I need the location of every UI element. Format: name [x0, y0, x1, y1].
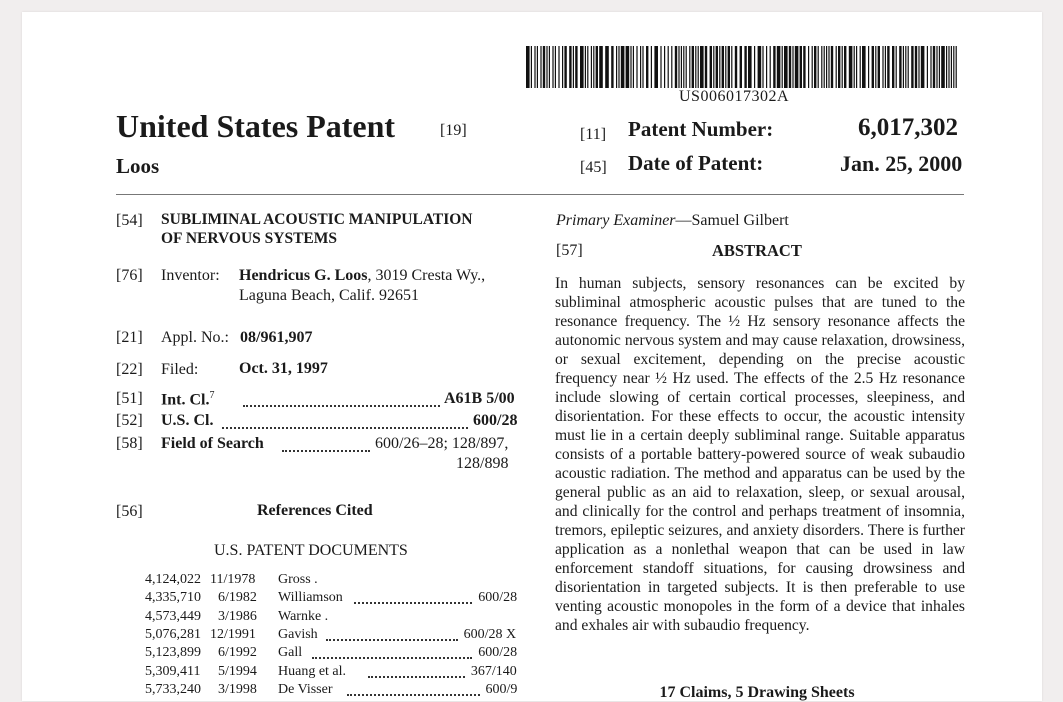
barcode-bar: [795, 46, 799, 88]
barcode-bar: [930, 46, 931, 88]
barcode-bar: [716, 46, 718, 88]
barcode-bar: [562, 46, 563, 88]
intcl-label: [161, 390, 214, 409]
barcode-bar: [671, 46, 672, 88]
refs-heading: References Cited: [257, 502, 373, 519]
barcode-bar: [821, 46, 822, 88]
claims-line: 17 Claims, 5 Drawing Sheets: [659, 684, 855, 701]
barcode-bar: [555, 46, 556, 88]
reference-number: 5,309,411: [145, 663, 201, 679]
filed-label: Filed:: [161, 361, 199, 378]
barcode-bar: [953, 46, 954, 88]
reference-number: 5,123,899: [145, 645, 201, 661]
intcl-leader: [243, 393, 440, 407]
inventor-line1: [239, 267, 485, 285]
barcode-bar: [844, 46, 846, 88]
barcode-bar: [689, 46, 690, 88]
barcode-bar: [872, 46, 874, 88]
barcode-bar: [868, 46, 869, 88]
barcode-bar: [719, 46, 720, 88]
barcode-bar: [599, 46, 603, 88]
barcode-bar: [831, 46, 833, 88]
barcode-bar: [549, 46, 550, 88]
barcode-bar: [675, 46, 677, 88]
barcode-bar: [770, 46, 771, 88]
barcode-bar: [921, 46, 925, 88]
intcl-superscript: 7: [209, 390, 215, 401]
barcode-bar: [905, 46, 906, 88]
appl-value: 08/961,907: [240, 329, 313, 346]
barcode-bar: [668, 46, 669, 88]
barcode-bar: [842, 46, 843, 88]
reference-name: De Visser: [278, 681, 333, 697]
barcode-bar: [789, 46, 791, 88]
barcode-bar: [587, 46, 588, 88]
barcode-bar: [591, 46, 592, 88]
reference-number: 4,335,710: [145, 590, 201, 606]
abstract-heading: ABSTRACT: [712, 241, 802, 260]
barcode-bar: [762, 46, 763, 88]
reference-class: 600/28 X: [463, 626, 517, 642]
barcode-bar: [725, 46, 726, 88]
fos-leader: [282, 438, 370, 452]
reference-date: 11/1978: [210, 572, 256, 587]
reference-name: Gall: [278, 645, 303, 661]
reference-name: Warnke .: [278, 608, 329, 624]
barcode-bar: [526, 46, 530, 88]
reference-name: Gross .: [278, 572, 318, 587]
reference-name: Gavish: [278, 626, 318, 642]
reference-date: 6/1992: [218, 645, 257, 661]
barcode-bar: [838, 46, 840, 88]
barcode-bar: [927, 46, 928, 88]
reference-date: 3/1986: [218, 608, 257, 624]
reference-name: Huang et al.: [278, 663, 347, 679]
reference-name: Williamson: [278, 590, 343, 606]
barcode-bar: [654, 46, 658, 88]
barcode-bar: [887, 46, 889, 88]
barcode-bar: [862, 46, 866, 88]
barcode-bar: [808, 46, 809, 88]
barcode-bar: [748, 46, 752, 88]
barcode-bar: [792, 46, 793, 88]
barcode-bar: [646, 46, 648, 88]
barcode-bar: [826, 46, 827, 88]
barcode-bar: [818, 46, 819, 88]
barcode-bar: [611, 46, 613, 88]
uscl-label: U.S. Cl.: [161, 412, 214, 429]
barcode-bar: [896, 46, 897, 88]
barcode-bar: [948, 46, 949, 88]
reference-date: 6/1982: [218, 590, 257, 606]
reference-class: 600/9: [485, 681, 518, 697]
inventor-address-line2: Laguna Beach, Calif. 92651: [239, 287, 419, 304]
abstract-code: [57]: [556, 242, 583, 259]
filed-code: [22]: [116, 361, 143, 378]
inventor-address-line1: , 3019 Cresta Wy.,: [367, 267, 486, 284]
barcode-bar: [558, 46, 559, 88]
reference-number: 5,733,240: [145, 681, 201, 697]
examiner-line: [556, 212, 789, 230]
invention-title-line2: OF NERVOUS SYSTEMS: [161, 230, 337, 247]
barcode-bar: [537, 46, 538, 88]
reference-class: 600/28: [478, 590, 518, 606]
barcode-bar: [605, 46, 609, 88]
examiner-label: Primary Examiner: [556, 212, 676, 229]
appl-code: [21]: [116, 329, 143, 346]
title-code: [19]: [440, 122, 467, 139]
barcode-bar: [678, 46, 679, 88]
barcode-bar: [933, 46, 935, 88]
barcode-bar: [882, 46, 883, 88]
barcode-bar: [918, 46, 919, 88]
barcode-bar: [593, 46, 594, 88]
barcode-bar: [713, 46, 714, 88]
barcode-bar: [636, 46, 637, 88]
examiner-name: —Samuel Gilbert: [675, 212, 789, 229]
barcode-bar: [683, 46, 684, 88]
barcode: [526, 46, 958, 88]
inventor-name: Hendricus G. Loos: [239, 267, 368, 284]
barcode-bar: [698, 46, 699, 88]
barcode-bar: [892, 46, 894, 88]
patent-number-code: [11]: [580, 126, 607, 143]
barcode-bar: [860, 46, 861, 88]
date-label: Date of Patent:: [628, 151, 764, 175]
fos-value-line2: 128/898: [456, 455, 509, 472]
barcode-bar: [777, 46, 781, 88]
barcode-bar: [903, 46, 904, 88]
patent-page: [22, 12, 1042, 701]
barcode-bar: [710, 46, 712, 88]
inventor-label: Inventor:: [161, 267, 220, 284]
reference-class: 600/28: [478, 645, 518, 661]
barcode-bar: [575, 46, 577, 88]
date-code: [45]: [580, 159, 607, 176]
barcode-bar: [836, 46, 837, 88]
barcode-bar: [951, 46, 952, 88]
reference-date: 3/1998: [218, 681, 257, 697]
us-docs-heading: U.S. PATENT DOCUMENTS: [214, 542, 408, 559]
barcode-bar: [849, 46, 853, 88]
reference-number: 4,573,449: [145, 608, 201, 624]
barcode-bar: [695, 46, 696, 88]
barcode-bar: [728, 46, 730, 88]
barcode-bar: [660, 46, 661, 88]
intcl-value: A61B 5/00: [444, 390, 515, 407]
fos-code: [58]: [116, 435, 143, 452]
barcode-bar: [630, 46, 631, 88]
uscl-leader: [222, 415, 468, 429]
intcl-label-text: Int. Cl.: [161, 391, 210, 409]
appl-label: Appl. No.:: [161, 329, 229, 346]
barcode-bar: [573, 46, 574, 88]
barcode-bar: [782, 46, 783, 88]
inventor-surname: Loos: [116, 154, 160, 178]
fos-label: Field of Search: [161, 435, 264, 452]
barcode-bar: [596, 46, 598, 88]
barcode-bar: [814, 46, 816, 88]
barcode-bar: [758, 46, 762, 88]
refs-code: [56]: [116, 503, 143, 520]
barcode-bar: [911, 46, 913, 88]
barcode-bar: [722, 46, 724, 88]
barcode-bar: [915, 46, 917, 88]
barcode-bar: [705, 46, 707, 88]
barcode-bar: [633, 46, 634, 88]
reference-date: 12/1991: [210, 626, 256, 642]
barcode-bar: [885, 46, 886, 88]
barcode-bar: [552, 46, 553, 88]
barcode-bar: [878, 46, 880, 88]
barcode-number: US006017302A: [679, 88, 790, 105]
reference-leader: [368, 666, 465, 678]
barcode-bar: [621, 46, 625, 88]
header-divider: [116, 194, 964, 195]
barcode-bar: [540, 46, 541, 88]
inventor-code: [76]: [116, 267, 143, 284]
barcode-bar: [564, 46, 566, 88]
barcode-bar: [664, 46, 665, 88]
barcode-bar: [569, 46, 571, 88]
reference-class: 367/140: [470, 663, 517, 679]
barcode-bar: [692, 46, 694, 88]
reference-leader: [326, 629, 458, 641]
barcode-bar: [700, 46, 704, 88]
barcode-bar: [640, 46, 641, 88]
title-field-code: [54]: [116, 212, 143, 229]
reference-leader: [354, 592, 472, 604]
reference-leader: [347, 684, 480, 696]
barcode-bar: [773, 46, 775, 88]
barcode-bar: [651, 46, 652, 88]
barcode-bar: [824, 46, 825, 88]
patent-title: United States Patent: [116, 108, 396, 144]
filed-value: Oct. 31, 1997: [239, 360, 328, 377]
barcode-bar: [618, 46, 619, 88]
barcode-bar: [946, 46, 947, 88]
barcode-bar: [731, 46, 732, 88]
barcode-bar: [828, 46, 829, 88]
barcode-bar: [766, 46, 767, 88]
barcode-bar: [534, 46, 535, 88]
reference-number: 5,076,281: [145, 626, 201, 642]
barcode-bar: [856, 46, 857, 88]
barcode-bar: [744, 46, 746, 88]
barcode-bar: [899, 46, 901, 88]
barcode-bar: [908, 46, 909, 88]
uscl-code: [52]: [116, 412, 143, 429]
patent-number-label: Patent Number:: [628, 117, 774, 141]
barcode-bar: [585, 46, 586, 88]
barcode-bar: [580, 46, 584, 88]
barcode-bar: [936, 46, 937, 88]
fos-value-line1: 600/26–28; 128/897,: [375, 435, 509, 452]
barcode-bar: [531, 46, 532, 88]
barcode-bar: [681, 46, 682, 88]
barcode-bar: [784, 46, 788, 88]
barcode-bar: [616, 46, 617, 88]
barcode-bar: [803, 46, 805, 88]
barcode-bar: [754, 46, 755, 88]
barcode-bar: [740, 46, 742, 88]
reference-number: 4,124,022: [145, 572, 201, 587]
uscl-value: 600/28: [473, 412, 518, 429]
reference-leader: [312, 647, 472, 659]
barcode-bar: [642, 46, 643, 88]
date-value: Jan. 25, 2000: [840, 151, 963, 176]
reference-date: 5/1994: [218, 663, 257, 679]
barcode-bar: [812, 46, 813, 88]
barcode-bar: [854, 46, 855, 88]
barcode-bar: [543, 46, 545, 88]
barcode-bar: [546, 46, 547, 88]
barcode-bar: [686, 46, 687, 88]
abstract-text: In human subjects, sensory resonances can be excited by subliminal atmospheric acoustic pulses that are tuned to the resonance frequency. The ½ Hz sensory resonance affects the autonomic nervous system and may cause relaxation, drowsiness, or sexual excitement, depending on the precise acoustic frequency near ½ Hz used. The effects of the 2.5 Hz resonance include slowing of certain cortical processes, sleepiness, and disorientation. For these effects to occur, the acoustic intensity must lie in a certain deeply subliminal range. Suitable apparatus consists of a portable battery-powered source of weak subaudio acoustic radiation. The method and apparatus can be used by the general public as an aid to relaxation, sleep, or sexual arousal, and clinically for the control and perhaps treatment of insomnia, tremors, epileptic seizures, and anxiety disorders. There is further application as a nonlethal weapon that can be used in law enforcement standoff situations, for causing drowsiness and disorientation in targeted subjects. It is then preferable to use venting acoustic monopoles in the form of a device that inhales and exhales air with subaudio frequency.: [555, 275, 965, 634]
barcode-bar: [626, 46, 630, 88]
invention-title-line1: SUBLIMINAL ACOUSTIC MANIPULATION: [161, 211, 473, 228]
barcode-bar: [939, 46, 940, 88]
barcode-bar: [735, 46, 737, 88]
intcl-code: [51]: [116, 390, 143, 407]
barcode-bar: [956, 46, 957, 88]
barcode-bar: [875, 46, 876, 88]
barcode-bar: [800, 46, 802, 88]
barcode-bar: [941, 46, 945, 88]
patent-number-value: 6,017,302: [858, 114, 958, 141]
